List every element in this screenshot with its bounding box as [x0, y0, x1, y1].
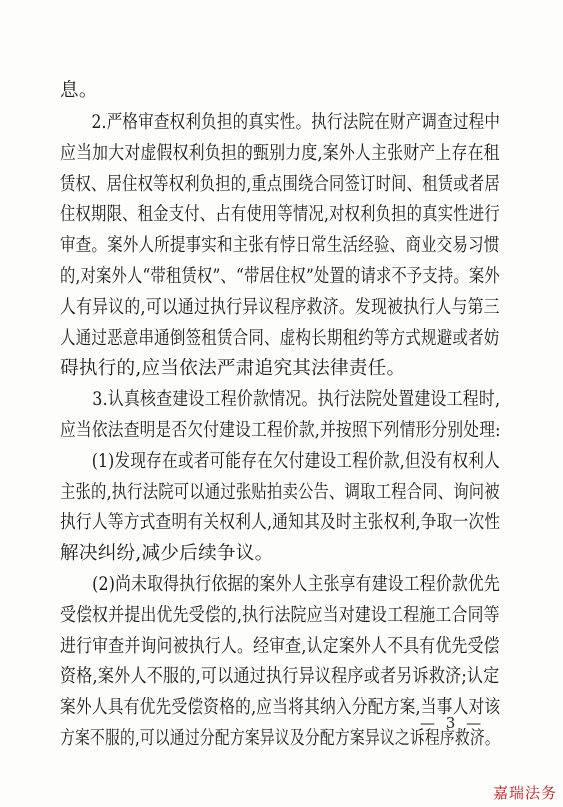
text-line: 受偿权并提出优先受偿的,执行法院应当对建设工程施工合同等 — [60, 605, 500, 626]
text-line: 执行人等方式查明有关权利人,通知其及时主张权利,争取一次性 — [60, 512, 501, 533]
text-line: 息。 — [60, 80, 98, 101]
text-line: 进行审查并询问被执行人。经审查,认定案外人不具有优先受偿 — [60, 636, 500, 657]
text-line: 人通过恶意串通倒签租赁合同、虚构长期租约等方式规避或者妨 — [60, 328, 500, 349]
text-line: 资格,案外人不服的,可以通过执行异议程序或者另诉救济;认定 — [60, 666, 500, 687]
text-line: 应当依法查明是否欠付建设工程价款,并按照下列情形分别处理: — [60, 420, 501, 441]
page-number: — 3 — — [420, 714, 485, 732]
text-line: 解决纠纷,减少后续争议。 — [60, 543, 274, 564]
text-line: 3.认真核查建设工程价款情况。执行法院处置建设工程时, — [60, 389, 501, 410]
watermark-text: 嘉瑞法务 — [492, 784, 557, 802]
text-line: 住权期限、租金支付、占有使用等情况,对权利负担的真实性进行 — [60, 204, 500, 225]
text-line: 主张的,执行法院可以通过张贴拍卖公告、调取工程合同、询问被 — [60, 482, 500, 503]
text-line: 应当加大对虚假权利负担的甄别力度,案外人主张财产上存在租 — [60, 143, 500, 164]
text-line: (1)发现存在或者可能存在欠付建设工程价款,但没有权利人 — [60, 451, 501, 472]
text-line: 人有异议的,可以通过执行异议程序救济。发现被执行人与第三 — [60, 297, 500, 318]
text-line: 方案不服的,可以通过分配方案异议及分配方案异议之诉程序救济。 — [60, 728, 500, 749]
text-line: 案外人具有优先受偿资格的,应当将其纳入分配方案,当事人对该 — [60, 697, 501, 718]
text-line: 赁权、居住权等权利负担的,重点围绕合同签订时间、租赁或者居 — [60, 174, 500, 195]
text-line: 碍执行的,应当依法严肃追究其法律责任。 — [60, 358, 406, 379]
text-line: 审查。案外人所提事实和主张有悖日常生活经验、商业交易习惯 — [60, 235, 500, 256]
text-line: 2.严格审查权利负担的真实性。执行法院在财产调查过程中 — [60, 112, 501, 133]
text-line: 的,对案外人“带租赁权”、“带居住权”处置的请求不予支持。案外 — [60, 266, 500, 287]
text-line: (2)尚未取得执行依据的案外人主张享有建设工程价款优先 — [60, 574, 500, 595]
